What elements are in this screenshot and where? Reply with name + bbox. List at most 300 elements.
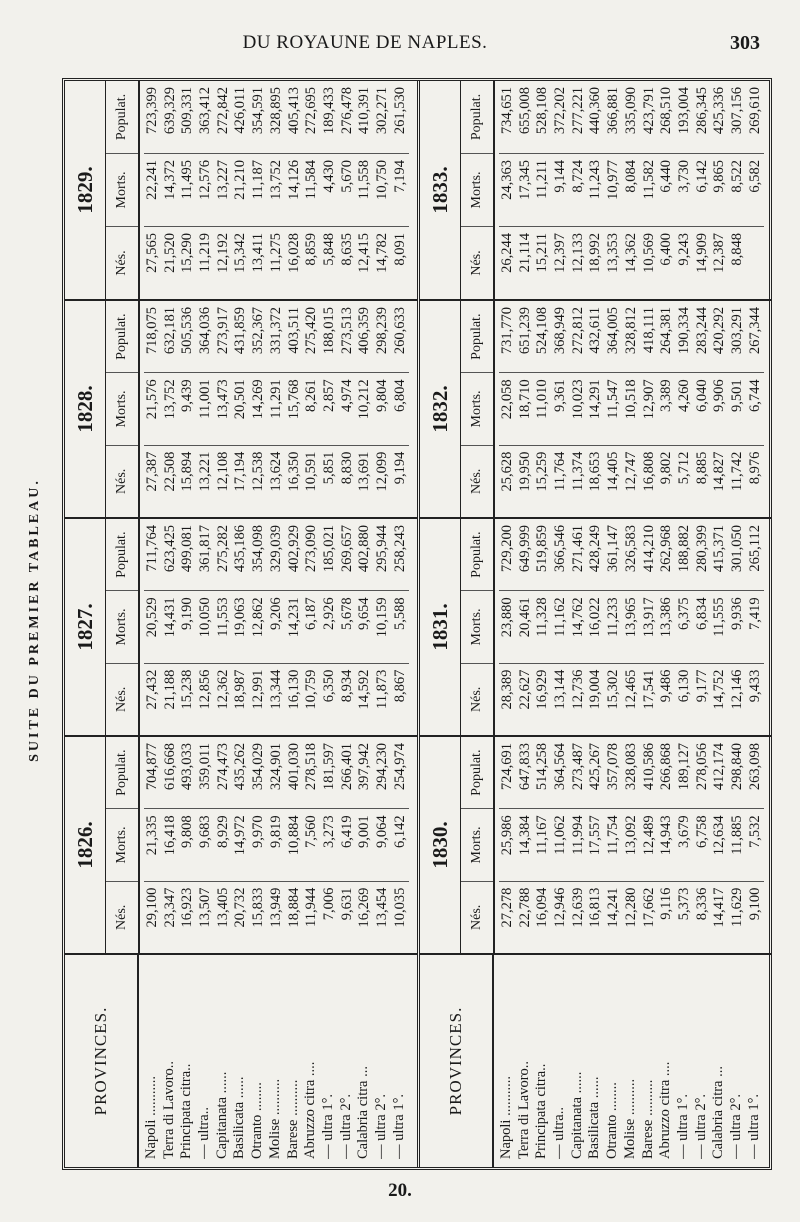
year-values <box>140 519 409 735</box>
morts-value: 9,439 <box>179 379 196 412</box>
nes-column <box>499 445 764 517</box>
nes-value: 12,538 <box>250 451 267 492</box>
morts-value: 13,752 <box>267 160 284 200</box>
popul-value: 272,695 <box>303 87 320 135</box>
popul-value: 397,942 <box>356 743 373 791</box>
nes-value: 11,275 <box>267 233 284 273</box>
popul-value: 711,764 <box>144 525 160 572</box>
provinces-header: PROVINCES. <box>420 955 494 1167</box>
popul-value: 286,345 <box>693 87 710 135</box>
nes-value: 9,433 <box>746 669 763 703</box>
morts-value: 19,063 <box>232 597 249 638</box>
popul-column <box>499 81 764 153</box>
morts-column <box>499 590 764 662</box>
popul-value: 616,668 <box>161 743 178 791</box>
province-name: Barese .......... <box>639 1079 656 1159</box>
popul-value: 273,487 <box>569 743 586 791</box>
popul-value: 440,360 <box>587 87 604 135</box>
morts-value: 10,212 <box>356 379 373 420</box>
nes-value: 11,873 <box>373 669 390 710</box>
morts-column <box>144 808 409 880</box>
nes-value: 12,747 <box>622 451 639 492</box>
popul-value: 273,513 <box>338 307 355 355</box>
morts-value: 9,865 <box>711 160 728 193</box>
year-label: 1827. <box>65 519 106 735</box>
popul-value: 403,511 <box>285 307 302 354</box>
morts-value: 9,654 <box>356 597 373 630</box>
nes-value: 13,507 <box>197 887 214 928</box>
column-headers <box>106 81 140 299</box>
nes-value: 12,362 <box>214 669 231 710</box>
column-headers <box>461 519 495 735</box>
popul-value: 649,999 <box>516 525 533 573</box>
year-values <box>140 301 409 517</box>
col-head-popul: Populat. <box>469 531 484 578</box>
province-name: Basilicata ...... <box>231 1076 248 1159</box>
morts-value: 5,588 <box>391 597 408 630</box>
page-number: 303 <box>730 32 760 54</box>
popul-value: 361,147 <box>605 525 622 573</box>
popul-column <box>499 301 764 372</box>
nes-value: 15,342 <box>232 233 249 273</box>
nes-value: 22,508 <box>161 451 178 492</box>
morts-value: 9,804 <box>373 379 390 412</box>
morts-value: 12,634 <box>711 815 728 856</box>
morts-value: 6,744 <box>746 379 763 412</box>
morts-value: 24,363 <box>499 160 515 200</box>
popul-value: 326,583 <box>622 525 639 573</box>
nes-column <box>144 226 409 299</box>
province-name: — ultra 1°. <box>390 1094 407 1159</box>
popul-value: 276,478 <box>338 87 355 135</box>
popul-value: 258,243 <box>391 525 408 573</box>
nes-value: 9,194 <box>391 451 408 485</box>
province-name: Calabria citra ... <box>355 1066 372 1159</box>
popul-value: 435,186 <box>232 525 249 573</box>
morts-value: 13,386 <box>658 597 675 638</box>
morts-value: 11,547 <box>605 379 622 419</box>
nes-value: 13,353 <box>605 233 622 273</box>
nes-value: 5,848 <box>320 233 337 266</box>
popul-value: 278,056 <box>693 743 710 791</box>
nes-value: 15,290 <box>179 233 196 273</box>
nes-column <box>499 881 764 953</box>
nes-value: 26,244 <box>499 233 515 273</box>
nes-value: 16,094 <box>534 887 551 928</box>
morts-column <box>499 372 764 444</box>
statistics-table <box>62 78 772 1170</box>
popul-value: 283,244 <box>693 307 710 355</box>
morts-value: 6,187 <box>303 597 320 630</box>
morts-value: 14,972 <box>232 815 249 856</box>
morts-value: 7,419 <box>746 597 763 630</box>
nes-value: 7,006 <box>320 887 337 921</box>
nes-value: 14,827 <box>711 451 728 492</box>
nes-value: 14,909 <box>693 233 710 273</box>
morts-column <box>144 590 409 662</box>
nes-value: 9,243 <box>675 233 692 266</box>
nes-column <box>144 663 409 735</box>
morts-value: 7,194 <box>391 160 408 193</box>
morts-value: 9,361 <box>552 379 569 412</box>
popul-value: 414,210 <box>640 525 657 573</box>
popul-value: 718,075 <box>144 307 160 355</box>
nes-value: 8,867 <box>391 669 408 703</box>
nes-value: 13,405 <box>214 887 231 928</box>
morts-value: 14,372 <box>161 160 178 200</box>
province-name: Molise .......... <box>621 1078 638 1159</box>
morts-value: 9,190 <box>179 597 196 630</box>
popul-column <box>144 737 409 808</box>
morts-value: 14,762 <box>569 597 586 638</box>
morts-value: 11,994 <box>569 815 586 855</box>
province-name: Molise .......... <box>266 1078 283 1159</box>
morts-value: 5,670 <box>338 160 355 193</box>
popul-value: 301,050 <box>728 525 745 573</box>
province-name: Abruzzo citra .... <box>302 1061 319 1159</box>
popul-value: 324,901 <box>267 743 284 791</box>
nes-value: 16,923 <box>179 887 196 928</box>
popul-value: 364,005 <box>605 307 622 355</box>
province-name: Calabria citra ... <box>710 1066 727 1159</box>
morts-value: 9,501 <box>728 379 745 412</box>
morts-value: 10,159 <box>373 597 390 638</box>
nes-value <box>747 233 765 299</box>
province-name: Terra di Lavoro.. <box>515 1060 532 1159</box>
morts-value: 22,241 <box>144 160 160 200</box>
province-name: — ultra 2°. <box>337 1094 354 1159</box>
nes-value: 16,350 <box>285 451 302 492</box>
popul-value: 420,292 <box>711 307 728 355</box>
table-supertitle: SUITE DU PREMIER TABLEAU. <box>27 478 42 762</box>
morts-value: 8,261 <box>303 379 320 412</box>
year-block <box>420 517 772 735</box>
morts-value: 2,926 <box>320 597 337 630</box>
morts-value: 10,750 <box>373 160 390 200</box>
nes-value: 27,278 <box>499 887 515 928</box>
nes-value: 16,130 <box>285 669 302 710</box>
nes-value: 8,976 <box>746 451 763 485</box>
nes-value: 19,950 <box>516 451 533 492</box>
morts-value: 8,522 <box>728 160 745 193</box>
year-values <box>495 519 764 735</box>
morts-value: 7,532 <box>746 815 763 848</box>
morts-value: 21,210 <box>232 160 249 200</box>
popul-column <box>499 519 764 590</box>
nes-value: 9,100 <box>746 887 763 921</box>
popul-value: 435,262 <box>232 743 249 791</box>
popul-value: 704,877 <box>144 743 160 791</box>
nes-value: 12,856 <box>197 669 214 710</box>
nes-value: 25,628 <box>499 451 515 492</box>
morts-value: 9,206 <box>267 597 284 630</box>
nes-value: 9,116 <box>658 887 675 920</box>
morts-value: 6,419 <box>338 815 355 848</box>
year-label: 1829. <box>65 81 106 299</box>
nes-value: 21,520 <box>161 233 178 273</box>
morts-value: 21,335 <box>144 815 160 856</box>
nes-value: 17,194 <box>232 451 249 492</box>
morts-value: 11,584 <box>303 160 320 200</box>
popul-value: 418,111 <box>640 307 657 354</box>
popul-value: 267,344 <box>746 307 763 355</box>
popul-value: 273,090 <box>303 525 320 573</box>
province-name: — ultra 1°. <box>674 1094 691 1159</box>
nes-value: 11,629 <box>728 887 745 928</box>
nes-value: 12,280 <box>622 887 639 928</box>
year-label: 1832. <box>420 301 461 517</box>
signature-mark: 20. <box>388 1180 412 1201</box>
morts-value: 14,431 <box>161 597 178 638</box>
table-half-top <box>65 81 420 1167</box>
nes-value: 14,752 <box>711 669 728 710</box>
popul-value: 328,812 <box>622 307 639 355</box>
province-name: Otranto ........ <box>249 1082 266 1159</box>
nes-value: 5,851 <box>320 451 337 485</box>
morts-value: 11,555 <box>711 597 728 637</box>
nes-value: 12,108 <box>214 451 231 492</box>
popul-value: 406,359 <box>356 307 373 355</box>
morts-value: 16,418 <box>161 815 178 856</box>
nes-value: 22,788 <box>516 887 533 928</box>
popul-value: 269,657 <box>338 525 355 573</box>
popul-value: 405,413 <box>285 87 302 135</box>
nes-value: 12,991 <box>250 669 267 710</box>
nes-value: 8,885 <box>693 451 710 485</box>
col-head-popul: Populat. <box>469 313 484 360</box>
morts-value: 11,885 <box>728 815 745 855</box>
table-half-bottom <box>420 81 772 1167</box>
morts-value: 14,291 <box>587 379 604 420</box>
popul-value: 302,271 <box>373 87 390 135</box>
nes-value: 16,269 <box>356 887 373 928</box>
nes-value: 15,833 <box>250 887 267 928</box>
nes-value: 27,387 <box>144 451 160 492</box>
popul-value: 272,812 <box>569 307 586 355</box>
morts-value: 17,345 <box>516 160 533 200</box>
nes-value: 9,631 <box>338 887 355 921</box>
nes-value: 17,541 <box>640 669 657 710</box>
provinces-header: PROVINCES. <box>65 955 139 1167</box>
morts-value: 10,977 <box>605 160 622 200</box>
nes-value: 23,347 <box>161 887 178 928</box>
morts-value: 12,489 <box>640 815 657 856</box>
col-head-popul: Populat. <box>469 749 484 796</box>
popul-value: 354,098 <box>250 525 267 573</box>
morts-value: 17,557 <box>587 815 604 856</box>
nes-value: 20,732 <box>232 887 249 928</box>
morts-value: 11,243 <box>587 160 604 200</box>
nes-value: 27,432 <box>144 669 160 710</box>
popul-value: 425,336 <box>711 87 728 135</box>
col-head-morts: Morts. <box>106 372 138 444</box>
morts-value: 11,553 <box>214 597 231 637</box>
nes-value: 13,454 <box>373 887 390 928</box>
morts-value: 13,752 <box>161 379 178 420</box>
popul-value: 189,127 <box>675 743 692 791</box>
popul-value: 328,895 <box>267 87 284 135</box>
morts-value: 20,501 <box>232 379 249 420</box>
popul-value: 268,510 <box>658 87 675 135</box>
nes-value: 12,397 <box>552 233 569 273</box>
province-name: Capitanata ...... <box>568 1071 585 1159</box>
morts-column <box>499 808 764 880</box>
col-head-nes: Nés. <box>106 881 138 953</box>
popul-value: 402,929 <box>285 525 302 573</box>
popul-value: 364,036 <box>197 307 214 355</box>
morts-value: 6,375 <box>675 597 692 630</box>
popul-value: 514,258 <box>534 743 551 791</box>
popul-value: 372,202 <box>552 87 569 135</box>
popul-value: 499,081 <box>179 525 196 573</box>
col-head-nes: Nés. <box>106 663 138 735</box>
popul-value: 260,633 <box>391 307 408 355</box>
morts-value: 8,724 <box>569 160 586 193</box>
morts-column <box>144 372 409 444</box>
popul-value: 364,564 <box>552 743 569 791</box>
nes-value: 19,004 <box>587 669 604 710</box>
popul-value: 278,518 <box>303 743 320 791</box>
popul-value: 366,546 <box>552 525 569 573</box>
popul-value: 188,882 <box>675 525 692 573</box>
nes-value: 16,028 <box>285 233 302 273</box>
col-head-morts: Morts. <box>106 590 138 662</box>
year-block <box>65 735 417 953</box>
nes-value: 14,362 <box>622 233 639 273</box>
col-head-nes: Nés. <box>106 445 138 517</box>
nes-value: 11,219 <box>197 233 214 273</box>
popul-value: 363,412 <box>197 87 214 135</box>
rotated-table-area <box>18 70 778 1170</box>
morts-value: 12,576 <box>197 160 214 200</box>
popul-value: 639,329 <box>161 87 178 135</box>
nes-value: 12,465 <box>622 669 639 710</box>
morts-value: 9,064 <box>373 815 390 848</box>
morts-value: 3,389 <box>658 379 675 412</box>
popul-value: 428,249 <box>587 525 604 573</box>
popul-value: 189,433 <box>320 87 337 135</box>
nes-value: 21,114 <box>516 233 533 273</box>
popul-value: 280,399 <box>693 525 710 573</box>
morts-value: 13,917 <box>640 597 657 638</box>
popul-value: 431,859 <box>232 307 249 355</box>
popul-value: 277,221 <box>569 87 586 135</box>
nes-value: 9,486 <box>658 669 675 703</box>
col-head-popul: Populat. <box>469 93 484 141</box>
morts-value: 9,936 <box>728 597 745 630</box>
year-values <box>495 81 764 299</box>
nes-column <box>499 226 764 299</box>
morts-value: 13,092 <box>622 815 639 856</box>
nes-value: 13,411 <box>250 233 267 273</box>
morts-value: 14,126 <box>285 160 302 200</box>
morts-value: 18,710 <box>516 379 533 420</box>
popul-value: 528,108 <box>534 87 551 135</box>
popul-value: 402,880 <box>356 525 373 573</box>
popul-value: 519,859 <box>534 525 551 573</box>
popul-value: 426,011 <box>232 87 249 134</box>
popul-value: 368,949 <box>552 307 569 355</box>
morts-value: 11,211 <box>534 160 551 199</box>
nes-value: 13,949 <box>267 887 284 928</box>
morts-value: 16,022 <box>587 597 604 638</box>
popul-value: 263,098 <box>746 743 763 791</box>
running-head <box>0 28 800 58</box>
popul-value: 190,334 <box>675 307 692 355</box>
popul-column <box>499 737 764 808</box>
popul-value: 493,033 <box>179 743 196 791</box>
popul-value: 294,230 <box>373 743 390 791</box>
province-name: Principata citra.. <box>533 1063 550 1159</box>
nes-value: 29,100 <box>144 887 160 928</box>
nes-value: 14,405 <box>605 451 622 492</box>
morts-value: 10,884 <box>285 815 302 856</box>
morts-value: 2,857 <box>320 379 337 412</box>
provinces-column <box>65 953 417 1167</box>
year-label: 1831. <box>420 519 461 735</box>
morts-value: 11,010 <box>534 379 551 419</box>
morts-value: 21,576 <box>144 379 160 420</box>
morts-value: 6,142 <box>693 160 710 193</box>
nes-value: 13,624 <box>267 451 284 492</box>
column-headers <box>461 301 495 517</box>
nes-value: 11,764 <box>552 451 569 492</box>
morts-value: 9,808 <box>179 815 196 848</box>
province-name: — ultra 2°. <box>727 1094 744 1159</box>
morts-value: 22,058 <box>499 379 515 420</box>
popul-value: 273,917 <box>214 307 231 355</box>
popul-value: 401,030 <box>285 743 302 791</box>
popul-value: 181,597 <box>320 743 337 791</box>
nes-value: 14,241 <box>605 887 622 928</box>
nes-value: 15,894 <box>179 451 196 492</box>
popul-value: 261,530 <box>391 87 408 135</box>
nes-column <box>144 445 409 517</box>
popul-value: 269,610 <box>746 87 763 135</box>
col-head-nes: Nés. <box>461 445 493 517</box>
morts-column <box>144 153 409 226</box>
nes-value: 18,987 <box>232 669 249 710</box>
morts-value: 5,678 <box>338 597 355 630</box>
province-name: — ultra 1°. <box>319 1094 336 1159</box>
year-label: 1833. <box>420 81 461 299</box>
morts-value: 9,683 <box>197 815 214 848</box>
nes-column <box>499 663 764 735</box>
nes-value: 10,569 <box>640 233 657 273</box>
nes-value: 9,177 <box>693 669 710 703</box>
morts-value: 3,730 <box>675 160 692 193</box>
morts-value: 11,558 <box>356 160 373 200</box>
morts-value: 11,495 <box>179 160 196 200</box>
morts-value: 11,291 <box>267 379 284 419</box>
nes-value: 8,091 <box>391 233 408 266</box>
morts-value: 11,162 <box>552 597 569 637</box>
year-block <box>65 299 417 517</box>
morts-value: 4,260 <box>675 379 692 412</box>
nes-value: 14,782 <box>373 233 390 273</box>
popul-value: 623,425 <box>161 525 178 573</box>
morts-value: 10,050 <box>197 597 214 638</box>
running-title: DU ROYAUNE DE NAPLES. <box>242 32 488 53</box>
morts-value: 11,328 <box>534 597 551 637</box>
morts-value: 12,862 <box>250 597 267 638</box>
year-block <box>420 81 772 299</box>
nes-value: 13,691 <box>356 451 373 492</box>
nes-value: 13,144 <box>552 669 569 710</box>
nes-value: 8,934 <box>338 669 355 703</box>
nes-value: 14,417 <box>711 887 728 928</box>
popul-value: 412,174 <box>711 743 728 791</box>
